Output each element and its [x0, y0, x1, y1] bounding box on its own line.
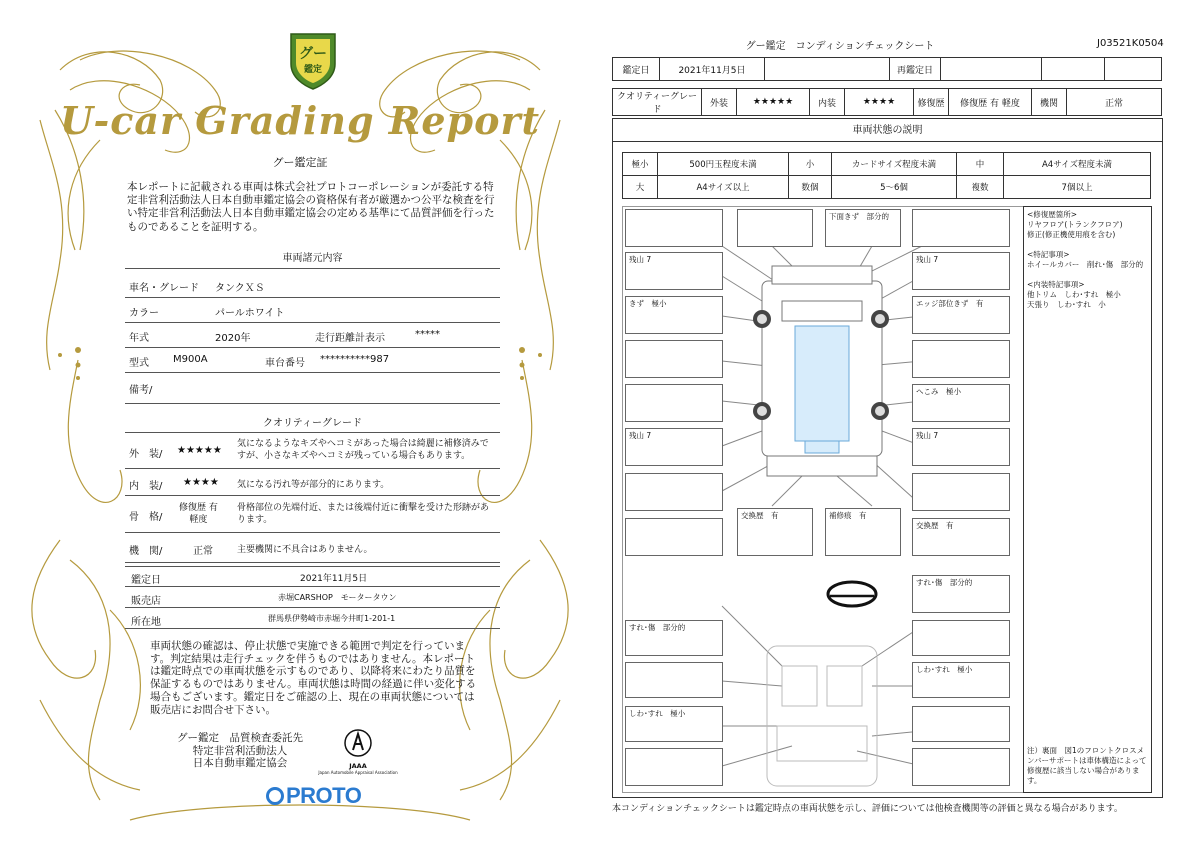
- diagram-cell-wear-wheel: すれ･傷 部分的: [912, 575, 1010, 613]
- diagram-cell: [912, 209, 1010, 247]
- diagram-cell: [625, 473, 723, 511]
- diagram-cell-wear-l: すれ･傷 部分的: [625, 620, 723, 656]
- divider: [125, 432, 500, 433]
- diagram-cell: [625, 209, 723, 247]
- quality-row-frame: 骨 格/ 修復歴 有 軽度 骨格部位の先端付近、または後端付近に衝撃を受けた形跡があります。: [125, 498, 500, 533]
- certificate-intro: 本レポートに記載される車両は株式会社プロトコーポレーションが委託する特定非営利活動法人日本自動車鑑定協会の資格保有者が厳選かつ公平な検査を行い特定非営利活動法人日本自動車鑑定協会の定める基準にて品質評価を行ったものであることを証明する。: [127, 181, 495, 233]
- diagram-cell: [625, 748, 723, 786]
- proto-mark-icon: [266, 787, 284, 805]
- grade-table: クオリティーグレード 外装 ★★★★★ 内装 ★★★★ 修復歴 修復歴 有 軽度 機関 正常: [612, 88, 1162, 116]
- diagram-cell: [625, 662, 723, 698]
- diagram-cell-dent-small: へこみ 極小: [912, 384, 1010, 422]
- date-table: 鑑定日 2021年11月5日 再鑑定日: [612, 57, 1162, 81]
- certificate-title: グー鑑定証: [272, 156, 328, 169]
- goo-kantei-badge-logo: [287, 30, 339, 90]
- condition-check-sheet: [600, 0, 1200, 848]
- svg-text:鑑定: 鑑定: [303, 65, 323, 75]
- diagram-cell-dent-r1: 残山 7: [912, 252, 1010, 290]
- memo-footnote: 注）裏面 図1のフロントクロスメンバーサポートは車体構造によって修復歴に該当しない場合があります。: [1027, 746, 1147, 785]
- repair-memo: <修復歴箇所> リヤフロア(トランクフロア) 修正(修正機使用痕を含む) <特記事項> ホイールカバー 削れ･傷 部分的 <内装特記事項> 他トリム しわ･すれ 極小 天張り しわ･すれ 小: [1027, 210, 1144, 309]
- divider: [125, 268, 500, 269]
- diagram-cell: [912, 340, 1010, 378]
- info-row-address: 所在地 群馬県伊勢崎市赤堀今井町1-201-1: [125, 610, 500, 629]
- diagram-cell-edge-r: エッジ部位きず 有: [912, 296, 1010, 334]
- quality-row-interior: 内 装/ ★★★★ 気になる汚れ等が部分的にあります。: [125, 471, 500, 496]
- diagram-cell: [625, 518, 723, 556]
- diagram-cell: [912, 473, 1010, 511]
- divider: [612, 141, 1163, 142]
- svg-text:グー: グー: [299, 46, 327, 62]
- diagram-cell-wrinkle-r: しわ･すれ 極小: [912, 662, 1010, 698]
- divider: [125, 566, 500, 567]
- diagram-cell-exchange-1: 交換歴 有: [737, 508, 813, 556]
- diagram-cell-lower-scratch: 下面きず 部分的: [825, 209, 901, 247]
- info-row-shop: 販売店 赤堀CARSHOP モータータウン: [125, 589, 500, 608]
- diagram-cell: [625, 384, 723, 422]
- diagram-cell: [625, 340, 723, 378]
- quality-row-engine: 機 関/ 正常 主要機関に不具合はありません。: [125, 536, 500, 563]
- spec-row-year: 年式 2020年 走行距離計表示 *****: [125, 325, 500, 348]
- jaaa-emblem-icon: [343, 728, 373, 758]
- report-script-title: U-car Grading Report: [59, 98, 541, 143]
- diagram-cell-repair: 補修痕 有: [825, 508, 901, 556]
- quality-row-exterior: 外 装/ ★★★★★ 気になるようなキズやヘコミがあった場合は綺麗に補修済みですが、小さなキズやヘコミが残っている場合もあります。: [125, 436, 500, 469]
- sheet-footer: 本コンディションチェックシートは鑑定時点の車両状態を示し、評価については他検査機関等の評価と異なる場合があります。: [612, 804, 1123, 814]
- diagram-cell-dent-r2: 残山 7: [912, 428, 1010, 466]
- diagram-cell: [912, 620, 1010, 656]
- proto-logo: PROTO: [266, 783, 361, 809]
- jaaa-logo: JAAA Japan Automobile Appraisal Association: [318, 728, 398, 775]
- quality-section-heading: クオリティーグレード: [263, 418, 362, 429]
- diagram-cell: [912, 706, 1010, 742]
- spec-row-name: 車名・グレード タンクＸＳ: [125, 275, 500, 298]
- spec-row-color: カラー パールホワイト: [125, 300, 500, 323]
- diagram-cell-exchange-2: 交換歴 有: [912, 518, 1010, 556]
- diagram-cell: [912, 748, 1010, 786]
- sheet-title: グー鑑定 コンディションチェックシート: [745, 41, 935, 52]
- diagram-cell-wrinkle-l: しわ･すれ 極小: [625, 706, 723, 742]
- disclaimer-notes: 車両状態の確認は、停止状態で実施できる範囲で判定を行っています。判定結果は走行チェックを伴うものではありません。本レポートは鑑定時点での車両状態を示すものであり、以降将来にわたり品質を保証するものではありません。車両状態は時間の経過に伴い変化する場合もございます。鑑定日をご確認の上、現在の車両状態については販売店にお問合せ下さい。: [150, 640, 477, 716]
- state-heading: 車両状態の説明: [852, 125, 923, 136]
- diagram-cell-dent-l1: 残山 7: [625, 252, 723, 290]
- info-row-date: 鑑定日 2021年11月5日: [125, 568, 500, 587]
- legend-table: 極小 500円玉程度未満 小 カードサイズ程度未満 中 A4サイズ程度未満 大 A4サイズ以上 数個 5〜6個 複数 7個以上: [622, 152, 1151, 199]
- spec-row-model: 型式 M900A 車台番号 **********987: [125, 350, 500, 373]
- spec-section-heading: 車両諸元内容: [282, 253, 343, 264]
- association-block: グー鑑定 品質検査委託先 特定非営利活動法人 日本自動車鑑定協会: [177, 732, 303, 769]
- diagram-cell-scratch-l: きず 極小: [625, 296, 723, 334]
- diagram-cell-dent-l2: 残山 7: [625, 428, 723, 466]
- sheet-id: J03521K0504: [1097, 38, 1164, 49]
- diagram-cell: [737, 209, 813, 247]
- spec-row-remarks: 備考/: [125, 375, 500, 404]
